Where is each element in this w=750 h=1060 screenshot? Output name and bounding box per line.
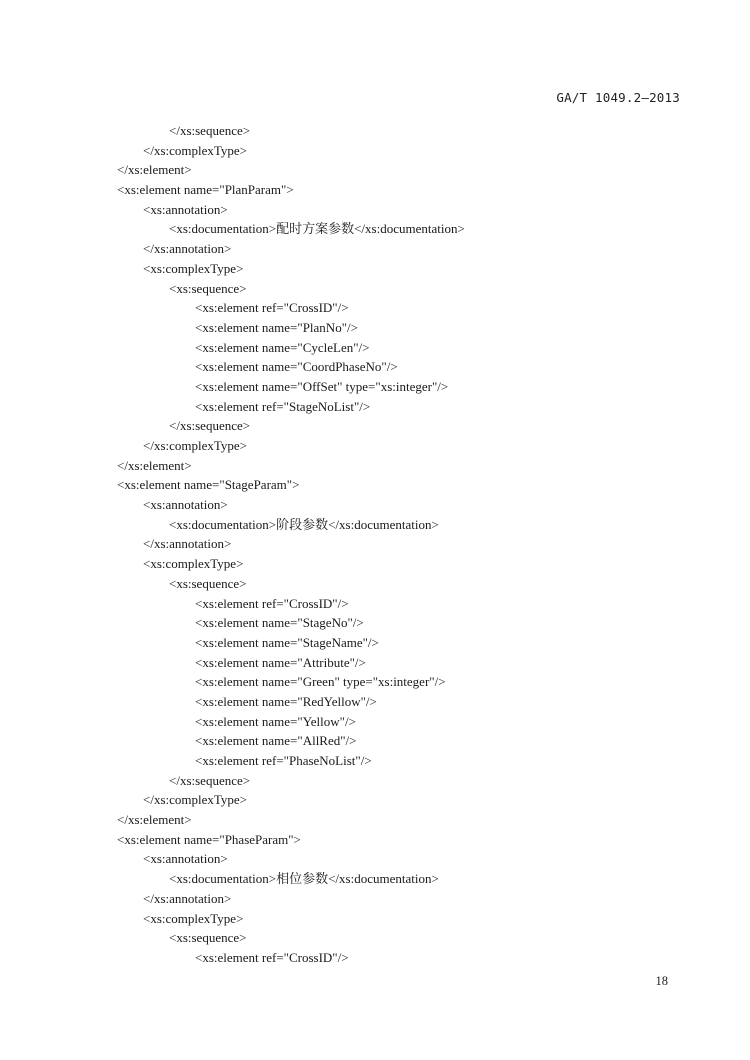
code-line: <xs:element name="StageParam"> [117,477,300,493]
code-line: <xs:element name="StageNo"/> [195,615,364,631]
code-line: </xs:annotation> [143,241,232,257]
code-line: </xs:annotation> [143,536,232,552]
standard-code-header: GA/T 1049.2—2013 [556,90,680,105]
code-line: <xs:element name="PlanNo"/> [195,319,358,335]
code-line: <xs:documentation>相位参数</xs:documentation> [169,871,439,887]
code-line: <xs:element name="AllRed"/> [195,733,357,749]
code-line: <xs:element name="Attribute"/> [195,654,366,670]
code-line: </xs:sequence> [169,123,251,138]
code-line: <xs:element name="Yellow"/> [195,713,356,729]
code-line: <xs:element ref="CrossID"/> [195,300,349,316]
code-line: </xs:complexType> [143,792,248,808]
code-line: <xs:element name="OffSet" type="xs:integer"/> [195,378,449,394]
code-line: <xs:element name="PhaseParam"> [117,831,301,847]
code-line: </xs:element> [117,457,192,473]
code-line: <xs:documentation>配时方案参数</xs:documentation> [169,221,465,237]
code-line: <xs:sequence> [169,930,247,946]
code-line: </xs:complexType> [143,142,248,158]
code-line: <xs:element name="PlanParam"> [117,182,294,198]
code-line: <xs:documentation>阶段参数</xs:documentation> [169,516,439,532]
code-line: <xs:complexType> [143,910,244,926]
code-line: </xs:complexType> [143,438,248,453]
code-line: <xs:element name="Green" type="xs:integer"/> [195,674,446,690]
code-line: <xs:sequence> [169,280,247,296]
code-line: </xs:sequence> [169,772,251,788]
code-line: </xs:element> [117,812,192,828]
code-line: </xs:element> [117,162,192,178]
xml-schema-code-block [117,121,465,968]
code-line: <xs:complexType> [143,556,244,572]
code-line: <xs:element ref="StageNoList"/> [195,398,371,414]
code-line: <xs:element ref="CrossID"/> [195,595,349,611]
code-line: <xs:element name="CoordPhaseNo"/> [195,359,398,375]
code-line: <xs:annotation> [143,201,228,217]
code-line: </xs:annotation> [143,890,232,906]
page-number: 18 [655,974,668,988]
code-line: <xs:element ref="PhaseNoList"/> [195,753,372,768]
code-line: <xs:element name="CycleLen"/> [195,339,370,355]
code-line: <xs:annotation> [143,497,228,513]
code-line: <xs:element name="RedYellow"/> [195,693,377,709]
code-line: <xs:complexType> [143,260,244,276]
code-line: <xs:element ref="CrossID"/> [195,949,349,965]
code-line: <xs:annotation> [143,851,228,867]
code-line: </xs:sequence> [169,418,251,434]
code-line: <xs:sequence> [169,575,247,591]
code-line: <xs:element name="StageName"/> [195,634,379,650]
